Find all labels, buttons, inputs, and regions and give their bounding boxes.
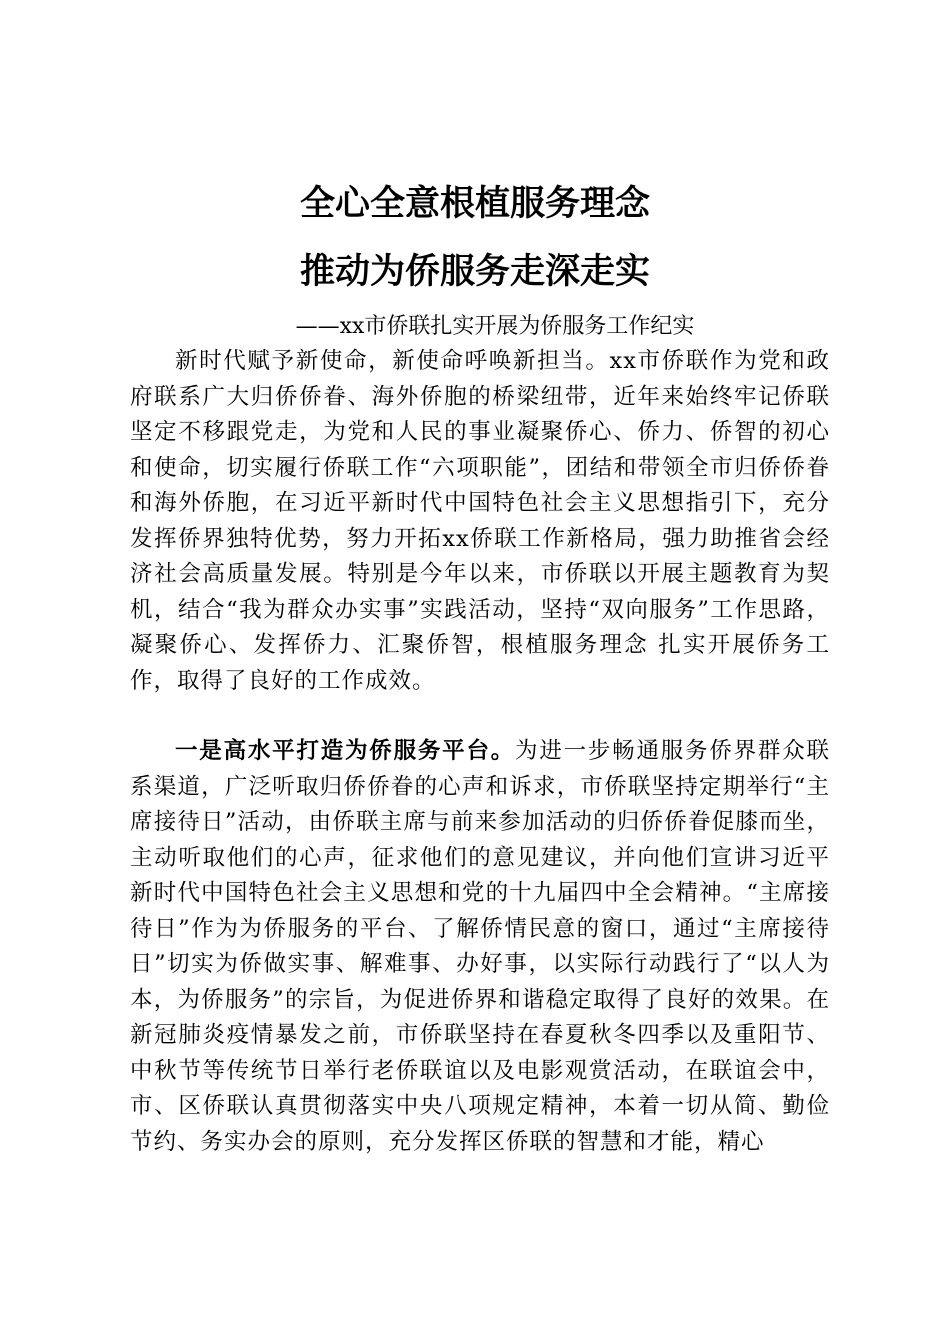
paragraph-platform (130, 734, 830, 1160)
paragraph-body: 为进一步畅通服务侨界群众联系渠道，广泛听取归侨侨眷的心声和诉求，市侨联坚持定期举行“主席接待日”活动，由侨联主席与前来参加活动的归侨侨眷促膝而坐，主动听取他们的心声，征求他们的意见建议，并向他们宣讲习近平新时代中国特色社会主义思想和党的十九届四中全会精神。“主席接待日”作为为侨服务的平台、了解侨情民意的窗口，通过“主席接待日”切实为侨做实事、解难事、办好事，以实际行动践行了“以人为本，为侨服务”的宗旨，为促进侨界和谐稳定取得了良好的效果。在新冠肺炎疫情暴发之前，市侨联坚持在春夏秋冬四季以及重阳节、中秋节等传统节日举行老侨联谊以及电影观赏活动，在联谊会中，市、区侨联认真贯彻落实中央八项规定精神，本着一切从简、勤俭节约、务实办会的原则，充分发挥区侨联的智慧和才能，精心 (130, 738, 830, 1155)
title-line-2: 推动为侨服务走深走实 (299, 251, 650, 292)
title-line-1: 全心全意根植服务理念 (299, 183, 650, 224)
paragraph-intro: 新时代赋予新使命，新使命呼唤新担当。xx市侨联作为党和政府联系广大归侨侨眷、海外侨胞的桥梁纽带，近年来始终牢记侨联坚定不移跟党走，为党和人民的事业凝聚侨心、侨力、侨智的初心和使命，切实履行侨联工作“六项职能”，团结和带领全市归侨侨眷和海外侨胞，在习近平新时代中国特色社会主义思想指引下，充分发挥侨界独特优势，努力开拓xx侨联工作新格局，强力助推省会经济社会高质量发展。特别是今年以来，市侨联以开展主题教育为契机，结合“我为群众办实事”实践活动，坚持“双向服务”工作思路，凝聚侨心、发挥侨力、汇聚侨智，根植服务理念 扎实开展侨务工作，取得了良好的工作成效。 (130, 348, 830, 694)
subtitle: ——xx市侨联扎实开展为侨服务工作纪实 (295, 314, 695, 339)
paragraph-heading: 一是高水平打造为侨服务平台。 (175, 738, 516, 764)
